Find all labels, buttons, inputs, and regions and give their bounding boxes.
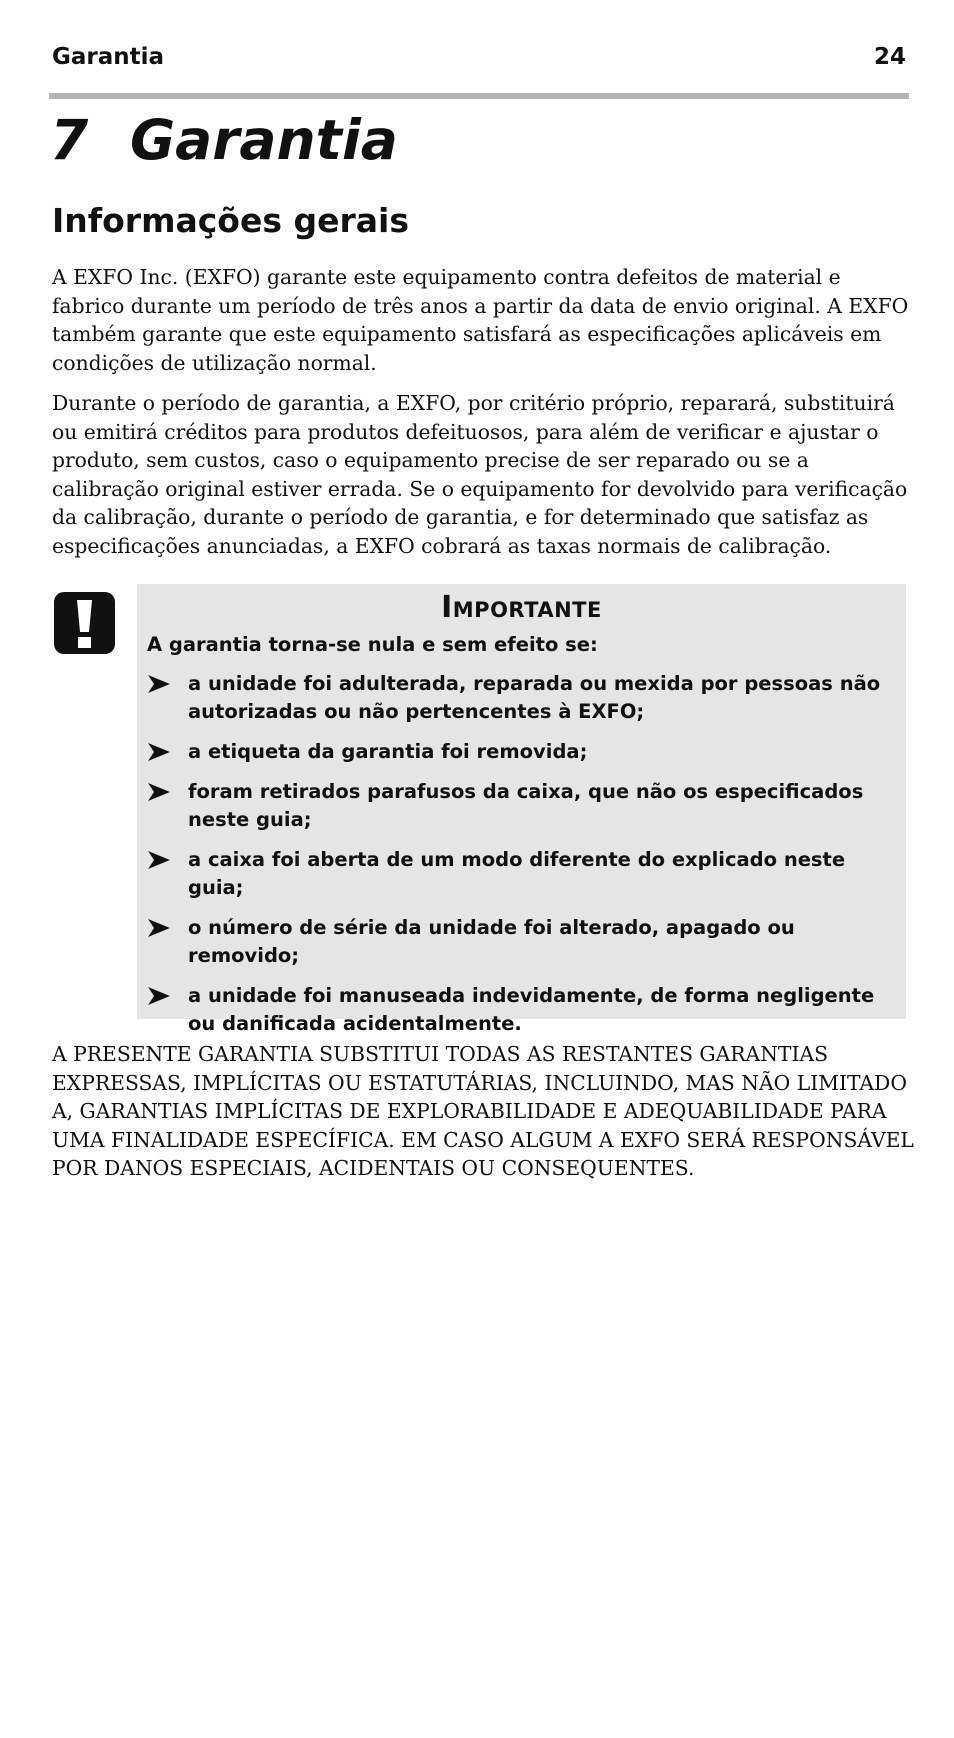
arrow-bullet-icon bbox=[147, 985, 171, 1007]
important-notice bbox=[137, 584, 906, 1035]
list-item-text: o número de série da unidade foi alterado, apagado ou removido; bbox=[188, 916, 795, 967]
list-item-text: foram retirados parafusos da caixa, que não os especificados neste guia; bbox=[188, 780, 864, 831]
list-item bbox=[147, 846, 902, 902]
arrow-bullet-icon bbox=[147, 849, 171, 871]
header-divider bbox=[49, 93, 909, 99]
list-item-text: a unidade foi adulterada, reparada ou mexida por pessoas não autorizadas ou não pertencentes à EXFO; bbox=[188, 672, 881, 723]
arrow-bullet-icon bbox=[147, 741, 171, 763]
header-section-name: Garantia bbox=[52, 44, 165, 70]
list-item bbox=[147, 738, 902, 766]
running-header bbox=[52, 44, 906, 76]
list-item bbox=[147, 778, 902, 834]
void-conditions-list bbox=[147, 670, 902, 1050]
important-intro: A garantia torna-se nula e sem efeito se: bbox=[147, 633, 598, 656]
list-item-text: a unidade foi manuseada indevidamente, de forma negligente ou danificada acidentalmente. bbox=[188, 984, 875, 1035]
arrow-bullet-icon bbox=[147, 673, 171, 695]
paragraph-warranty-service: Durante o período de garantia, a EXFO, por critério próprio, reparará, substituirá ou emitirá créditos para produtos defeituosos, para além de verificar e ajustar o produto, sem custos, caso o equipamento precise de ser reparado ou se a calibração original estiver errada. Se o equipamento for devolvido para verificação da calibração, durante o período de garantia, e for determinado que satisfaz as especificações anunciadas, a EXFO cobrará as taxas normais de calibração. bbox=[52, 391, 908, 558]
section-title: Informações gerais bbox=[52, 201, 409, 240]
list-item bbox=[147, 914, 902, 970]
arrow-bullet-icon bbox=[147, 917, 171, 939]
list-item bbox=[147, 982, 902, 1038]
chapter-number: 7 bbox=[50, 108, 89, 172]
important-title: Importante bbox=[441, 590, 602, 625]
arrow-bullet-icon bbox=[147, 781, 171, 803]
list-item-text: a etiqueta da garantia foi removida; bbox=[188, 740, 588, 763]
chapter-title bbox=[50, 104, 398, 176]
page-number: 24 bbox=[873, 44, 906, 70]
list-item bbox=[147, 670, 902, 726]
chapter-title-text: Garantia bbox=[130, 108, 398, 172]
exclamation-icon bbox=[54, 592, 115, 654]
disclaimer-paragraph: A PRESENTE GARANTIA SUBSTITUI TODAS AS RESTANTES GARANTIAS EXPRESSAS, IMPLÍCITAS OU ESTATUTÁRIAS, INCLUINDO, MAS NÃO LIMITADO A, GARANTIAS IMPLÍCITAS DE EXPLORABILIDADE E ADEQUABILIDADE PARA UMA FINALIDADE ESPECÍFICA. EM CASO ALGUM A EXFO SERÁ RESPONSÁVEL POR DANOS ESPECIAIS, ACIDENTAIS OU CONSEQUENTES. bbox=[52, 1042, 914, 1180]
paragraph-warranty-period: A EXFO Inc. (EXFO) garante este equipamento contra defeitos de material e fabrico durante um período de três anos a partir da data de envio original. A EXFO também garante que este equipamento satisfará as especificações aplicáveis em condições de utilização normal. bbox=[52, 265, 909, 375]
list-item-text: a caixa foi aberta de um modo diferente do explicado neste guia; bbox=[188, 848, 846, 899]
